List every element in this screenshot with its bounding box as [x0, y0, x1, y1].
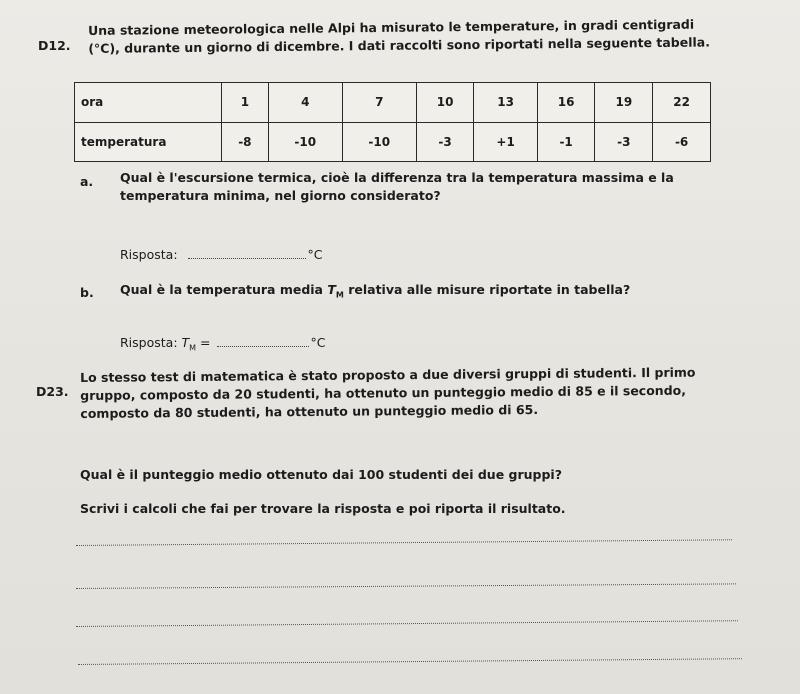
- table-cell-temperature: -8: [222, 122, 269, 162]
- part-b-symbol: T: [327, 282, 336, 297]
- table-cell-temperature: -1: [537, 122, 595, 162]
- part-a-line-1: Qual è l'escursione termica, cioè la differenza tra la temperatura massima e la: [120, 170, 674, 185]
- question-d12-line-2: (°C), durante un giorno di dicembre. I dati raccolti sono riportati nella seguente tabella.: [88, 34, 711, 56]
- table-cell-hour: 10: [416, 83, 474, 123]
- question-d23-line-2: gruppo, composto da 20 studenti, ha ottenuto un punteggio medio di 85 e il secondo,: [80, 382, 687, 403]
- table-cell-temperature: -10: [342, 122, 416, 162]
- table-cell-temperature: -3: [595, 122, 653, 162]
- part-b-question: [120, 281, 760, 305]
- table-cell-temperature: -10: [268, 122, 342, 162]
- answer-line-4[interactable]: [78, 658, 742, 665]
- table-cell-temperature: -3: [416, 122, 474, 162]
- question-number-d12: D12.: [38, 38, 71, 53]
- question-number-d23: D23.: [36, 384, 69, 399]
- part-b-answer: [120, 334, 325, 353]
- part-a-unit: °C: [307, 247, 323, 262]
- table-cell-hour: 4: [268, 83, 342, 123]
- part-b-answer-eq: =: [196, 335, 211, 350]
- part-b-question-end: relativa alle misure riportate in tabella?: [343, 282, 631, 297]
- question-d23-prompt: Qual è il punteggio medio ottenuto dai 100 studenti dei due gruppi?: [80, 467, 562, 482]
- part-a-answer-field[interactable]: [188, 246, 306, 259]
- part-a-letter: a.: [80, 174, 94, 189]
- table-cell-hour: 19: [595, 83, 653, 123]
- question-d23-instruction: Scrivi i calcoli che fai per trovare la risposta e poi riporta il risultato.: [80, 501, 566, 516]
- table-cell-temperature: +1: [474, 122, 537, 162]
- question-d12-text: [88, 15, 788, 58]
- answer-line-2[interactable]: [76, 583, 736, 589]
- table-row-label-temperature: temperatura: [75, 122, 222, 162]
- question-d23-line-3: composto da 80 studenti, ha ottenuto un punteggio medio di 65.: [80, 402, 539, 421]
- table-cell-hour: 13: [474, 83, 537, 123]
- part-b-answer-symbol: T: [181, 335, 190, 350]
- part-b-letter: b.: [80, 285, 94, 300]
- table-cell-hour: 1: [222, 83, 269, 123]
- part-b-symbol-sub: M: [335, 290, 344, 300]
- part-b-answer-label: Risposta:: [120, 335, 182, 350]
- part-b-question-start: Qual è la temperatura media: [120, 282, 328, 297]
- part-b-answer-sub: M: [189, 343, 197, 353]
- question-d12-line-1: Una stazione meteorologica nelle Alpi ha misurato le temperature, in gradi centigradi: [88, 16, 695, 38]
- part-a-answer: [120, 246, 323, 262]
- part-b-unit: °C: [310, 335, 326, 350]
- table-row-label-hours: ora: [75, 83, 222, 123]
- part-b-answer-field[interactable]: [217, 334, 309, 347]
- table-cell-hour: 16: [537, 83, 595, 123]
- question-d23-line-1: Lo stesso test di matematica è stato proposto a due diversi gruppi di studenti. Il primo: [80, 364, 696, 385]
- part-a-line-2: temperatura minima, nel giorno considerato?: [120, 188, 441, 203]
- table-row-temperature: [75, 122, 711, 162]
- part-a-question: [120, 169, 740, 205]
- table-cell-hour: 7: [342, 83, 416, 123]
- question-d23-text: [80, 363, 780, 423]
- temperature-table: [74, 82, 711, 162]
- table-cell-temperature: -6: [653, 122, 711, 162]
- answer-line-1[interactable]: [76, 539, 732, 546]
- table-row-hours: [75, 83, 711, 123]
- table-cell-hour: 22: [653, 83, 711, 123]
- answer-line-3[interactable]: [76, 620, 738, 627]
- part-a-answer-label: Risposta:: [120, 247, 178, 262]
